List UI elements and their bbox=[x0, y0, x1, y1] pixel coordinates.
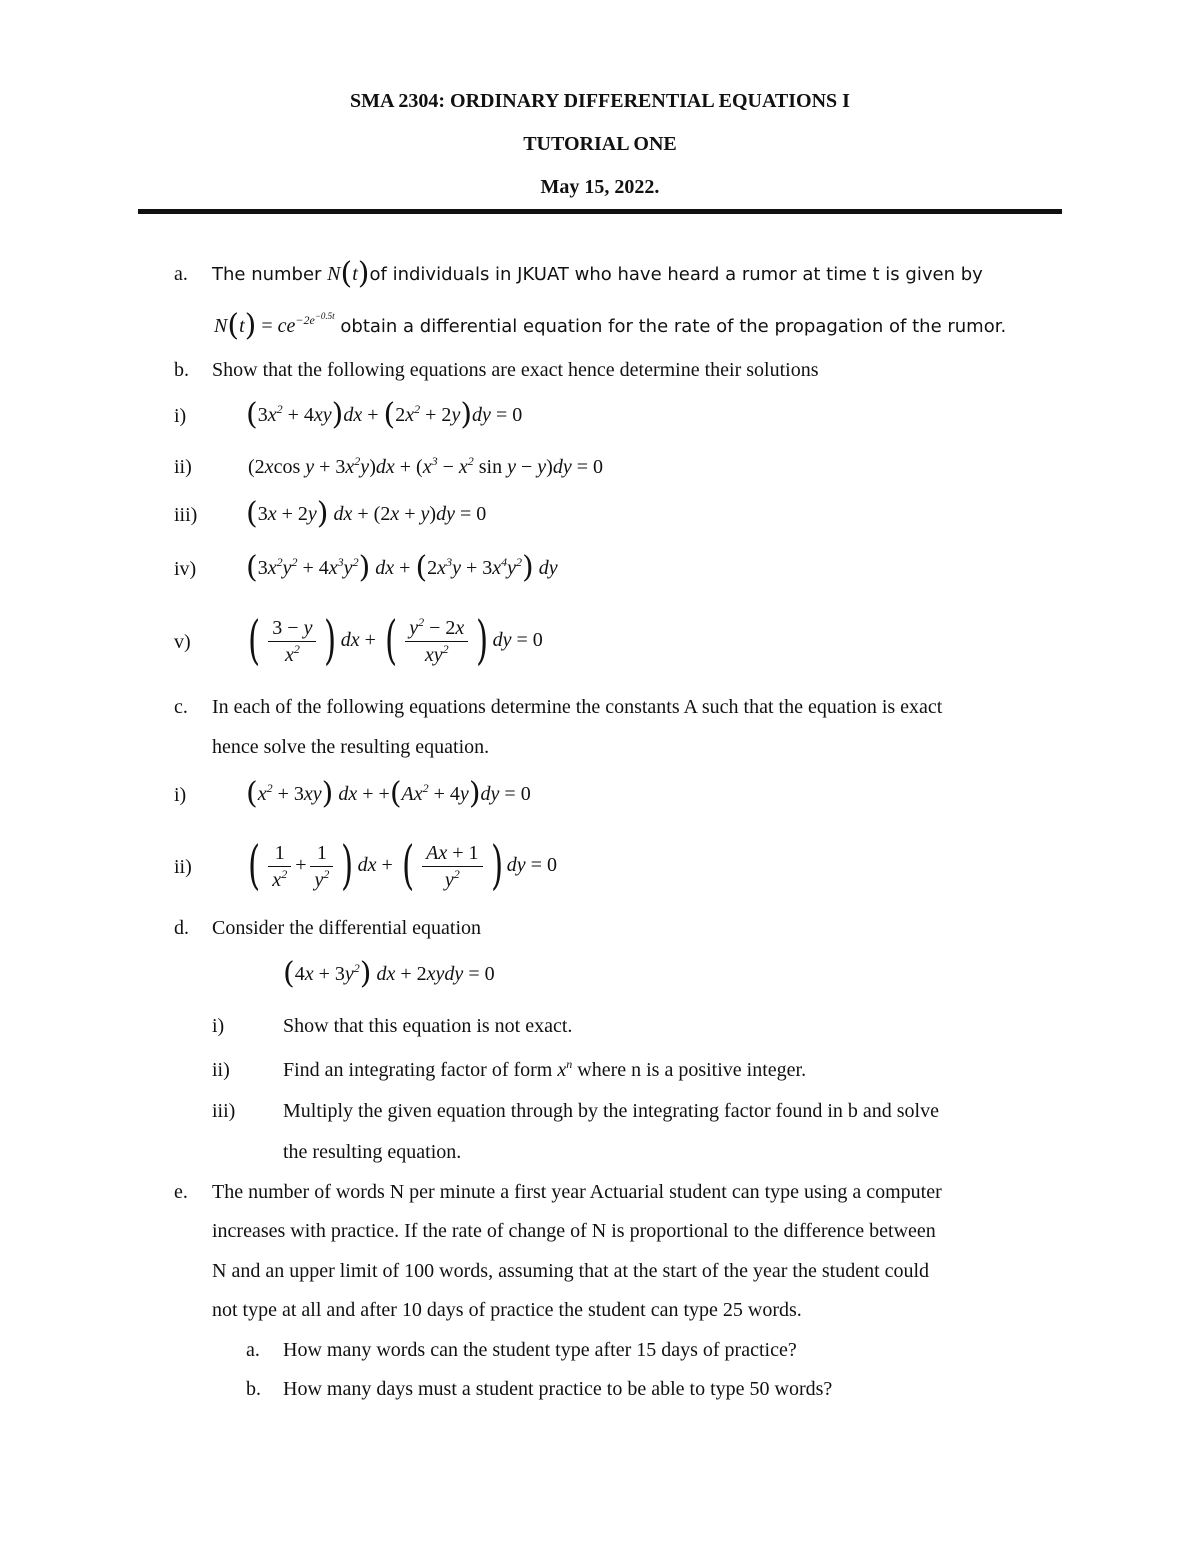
equation-d: $(4x + 3y^2)$ dx + 2xydy = 0 bbox=[283, 956, 495, 991]
question-e-sub-a-text: How many words can the student type after 15 days of practice? bbox=[283, 1339, 797, 1361]
question-b-text: Show that the following equations are exact hence determine their solutions bbox=[212, 359, 819, 381]
question-a-text1a: The number bbox=[212, 264, 328, 285]
question-d-text: Consider the differential equation bbox=[212, 917, 481, 939]
equation-b-i: $(3x^2 + 4xy)dx + (2x^2 + 2y)dy = 0$ bbox=[246, 397, 523, 432]
question-a-text1b: of individuals in JKUAT who have heard a rumor at time t is given by bbox=[369, 264, 983, 285]
question-a-line1 bbox=[212, 256, 983, 291]
formula-x-to-n: $x^n$ bbox=[557, 1057, 573, 1081]
question-b-item-v-label: v) bbox=[174, 631, 191, 653]
question-e-line4: not type at all and after 10 days of practice the student can type 25 words. bbox=[212, 1299, 802, 1321]
question-a-line2 bbox=[214, 308, 1007, 343]
question-e-label: e. bbox=[174, 1181, 188, 1203]
tutorial-title: TUTORIAL ONE bbox=[523, 133, 677, 155]
question-d-part-ii bbox=[283, 1058, 806, 1082]
question-d-part-iii-label: iii) bbox=[212, 1100, 236, 1122]
formula-N-of-t: N(t) bbox=[327, 256, 370, 291]
question-e-line3: N and an upper limit of 100 words, assuming that at the start of the year the student could bbox=[212, 1260, 930, 1282]
question-c-item-ii-label: ii) bbox=[174, 856, 192, 878]
equation-c-ii: ( $\frac{1}{x^2}$ + $\frac{1}{y^2}$ ) dx + ( $\frac{Ax + 1}{y^2}$ ) dy = 0 bbox=[248, 836, 557, 896]
question-d-part-ii-label: ii) bbox=[212, 1059, 230, 1081]
equation-b-v: ( $\frac{3 - y}{x^2}$ ) dx + ( $\frac{y^2 - 2x}{xy^2}$ ) dy = 0 bbox=[248, 611, 543, 671]
question-b-label: b. bbox=[174, 359, 189, 381]
tutorial-date: May 15, 2022. bbox=[540, 176, 660, 198]
question-b-item-iv-label: iv) bbox=[174, 558, 197, 580]
question-b-item-iii-label: iii) bbox=[174, 504, 198, 526]
question-d-part-ii-text-b: where n is a positive integer. bbox=[572, 1059, 807, 1081]
header-rule bbox=[138, 209, 1062, 214]
equation-b-iii: (3x + 2y) dx + (2x + y)dy = 0 bbox=[246, 496, 487, 531]
question-e-line2: increases with practice. If the rate of change of N is proportional to the difference between bbox=[212, 1220, 936, 1242]
question-e-sub-b-text: How many days must a student practice to be able to type 50 words? bbox=[283, 1378, 833, 1400]
question-d-part-i-label: i) bbox=[212, 1015, 225, 1037]
question-d-part-iii-text1: Multiply the given equation through by the integrating factor found in b and solve bbox=[283, 1100, 939, 1122]
question-a-label: a. bbox=[174, 263, 188, 285]
question-d-part-ii-text-a: Find an integrating factor of form bbox=[283, 1059, 558, 1081]
question-c-text1: In each of the following equations determine the constants A such that the equation is exact bbox=[212, 696, 943, 718]
question-c-item-i-label: i) bbox=[174, 784, 187, 806]
question-d-label: d. bbox=[174, 917, 189, 939]
question-e-sub-b-label: b. bbox=[246, 1378, 261, 1400]
question-b-item-i-label: i) bbox=[174, 405, 187, 427]
question-e-line1: The number of words N per minute a first year Actuarial student can type using a computer bbox=[212, 1181, 942, 1203]
question-d-part-iii-text2: the resulting equation. bbox=[283, 1141, 462, 1163]
equation-c-i: $(x^2 + 3xy)$ dx + $+(Ax^2 + 4y)dy = 0$ bbox=[246, 776, 531, 811]
question-d-part-i-text: Show that this equation is not exact. bbox=[283, 1015, 573, 1037]
equation-b-ii: (2xcos $y + 3x^2y)dx + (x^3 - x^2$ sin y − y)dy = 0 bbox=[248, 454, 604, 478]
question-c-text2: hence solve the resulting equation. bbox=[212, 736, 490, 758]
question-e-sub-a-label: a. bbox=[246, 1339, 260, 1361]
question-a-text2: obtain a differential equation for the rate of the propagation of the rumor. bbox=[334, 316, 1007, 337]
equation-b-iv: $(3x^2y^2 + 4x^3y^2)$ dx + $(2x^3y + 3x^4y^2)$ dy bbox=[246, 550, 558, 585]
question-c-label: c. bbox=[174, 696, 188, 718]
course-title: SMA 2304: ORDINARY DIFFERENTIAL EQUATIONS I bbox=[350, 90, 850, 112]
question-b-item-ii-label: ii) bbox=[174, 456, 192, 478]
formula-rumor-model: $N(t) = ce^{-2e^{-0.5t}}$ bbox=[214, 308, 335, 343]
